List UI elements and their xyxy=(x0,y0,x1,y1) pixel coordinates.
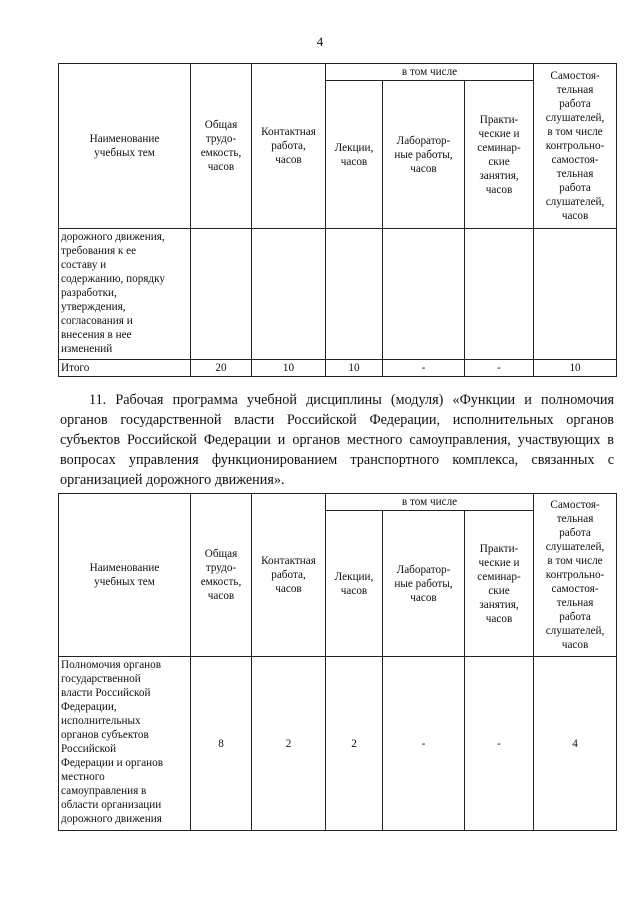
header-lectures: Лекции, часов xyxy=(326,81,383,229)
total-hours-value: 20 xyxy=(191,360,252,377)
topic-name-cell: Полномочия органов государственной власти Российской Федерации, исполнительных органов субъектов Российской Федерации и органов местного самоуправления в области организации дорожного движения xyxy=(59,657,191,831)
header-self-study: Самостоя- тельная работа слушателей, в том числе контрольно- самостоя- тельная работа слушателей, часов xyxy=(534,494,617,657)
header-practice: Практи- ческие и семинар- ские занятия, часов xyxy=(465,511,534,657)
table-row xyxy=(59,657,617,831)
labs-value: - xyxy=(383,360,465,377)
lectures-value: 2 xyxy=(326,657,383,831)
self-study-value: 4 xyxy=(534,657,617,831)
program-paragraph: 11. Рабочая программа учебной дисциплины (модуля) «Функции и полномочия органов государственной власти Российской Федерации, исполнительных органов субъектов Российской Федерации и органов местного самоуправления, участвующих в вопросах управления функционированием транспортного комплекса, связанных с организацией дорожного движения». xyxy=(60,392,614,488)
practice-value: - xyxy=(465,657,534,831)
lectures-value: 10 xyxy=(326,360,383,377)
header-topic-name: Наименование учебных тем xyxy=(59,64,191,229)
header-labs: Лаборатор- ные работы, часов xyxy=(383,511,465,657)
header-total-hours: Общая трудо- емкость, часов xyxy=(191,64,252,229)
topic-name-cell: дорожного движения, требования к ее составу и содержанию, порядку разработки, утверждения, согласования и внесения в нее изменений xyxy=(59,229,191,360)
self-study-value: 10 xyxy=(534,360,617,377)
total-hours-value: 8 xyxy=(191,657,252,831)
contact-hours-value: 2 xyxy=(252,657,326,831)
total-row xyxy=(59,360,617,377)
contact-hours-value: 10 xyxy=(252,360,326,377)
header-including: в том числе xyxy=(326,64,534,81)
labs-value: - xyxy=(383,657,465,831)
header-total-hours: Общая трудо- емкость, часов xyxy=(191,494,252,657)
header-self-study: Самостоя- тельная работа слушателей, в том числе контрольно- самостоя- тельная работа слушателей, часов xyxy=(534,64,617,229)
header-contact-hours: Контактная работа, часов xyxy=(252,64,326,229)
study-topics-table-1 xyxy=(58,63,617,377)
header-lectures: Лекции, часов xyxy=(326,511,383,657)
table-row xyxy=(59,229,617,360)
study-topics-table-2 xyxy=(58,493,617,831)
header-labs: Лаборатор- ные работы, часов xyxy=(383,81,465,229)
practice-value: - xyxy=(465,360,534,377)
header-topic-name: Наименование учебных тем xyxy=(59,494,191,657)
total-label: Итого xyxy=(59,360,191,377)
header-practice: Практи- ческие и семинар- ские занятия, часов xyxy=(465,81,534,229)
header-including: в том числе xyxy=(326,494,534,511)
header-contact-hours: Контактная работа, часов xyxy=(252,494,326,657)
page-number: 4 xyxy=(316,34,324,49)
